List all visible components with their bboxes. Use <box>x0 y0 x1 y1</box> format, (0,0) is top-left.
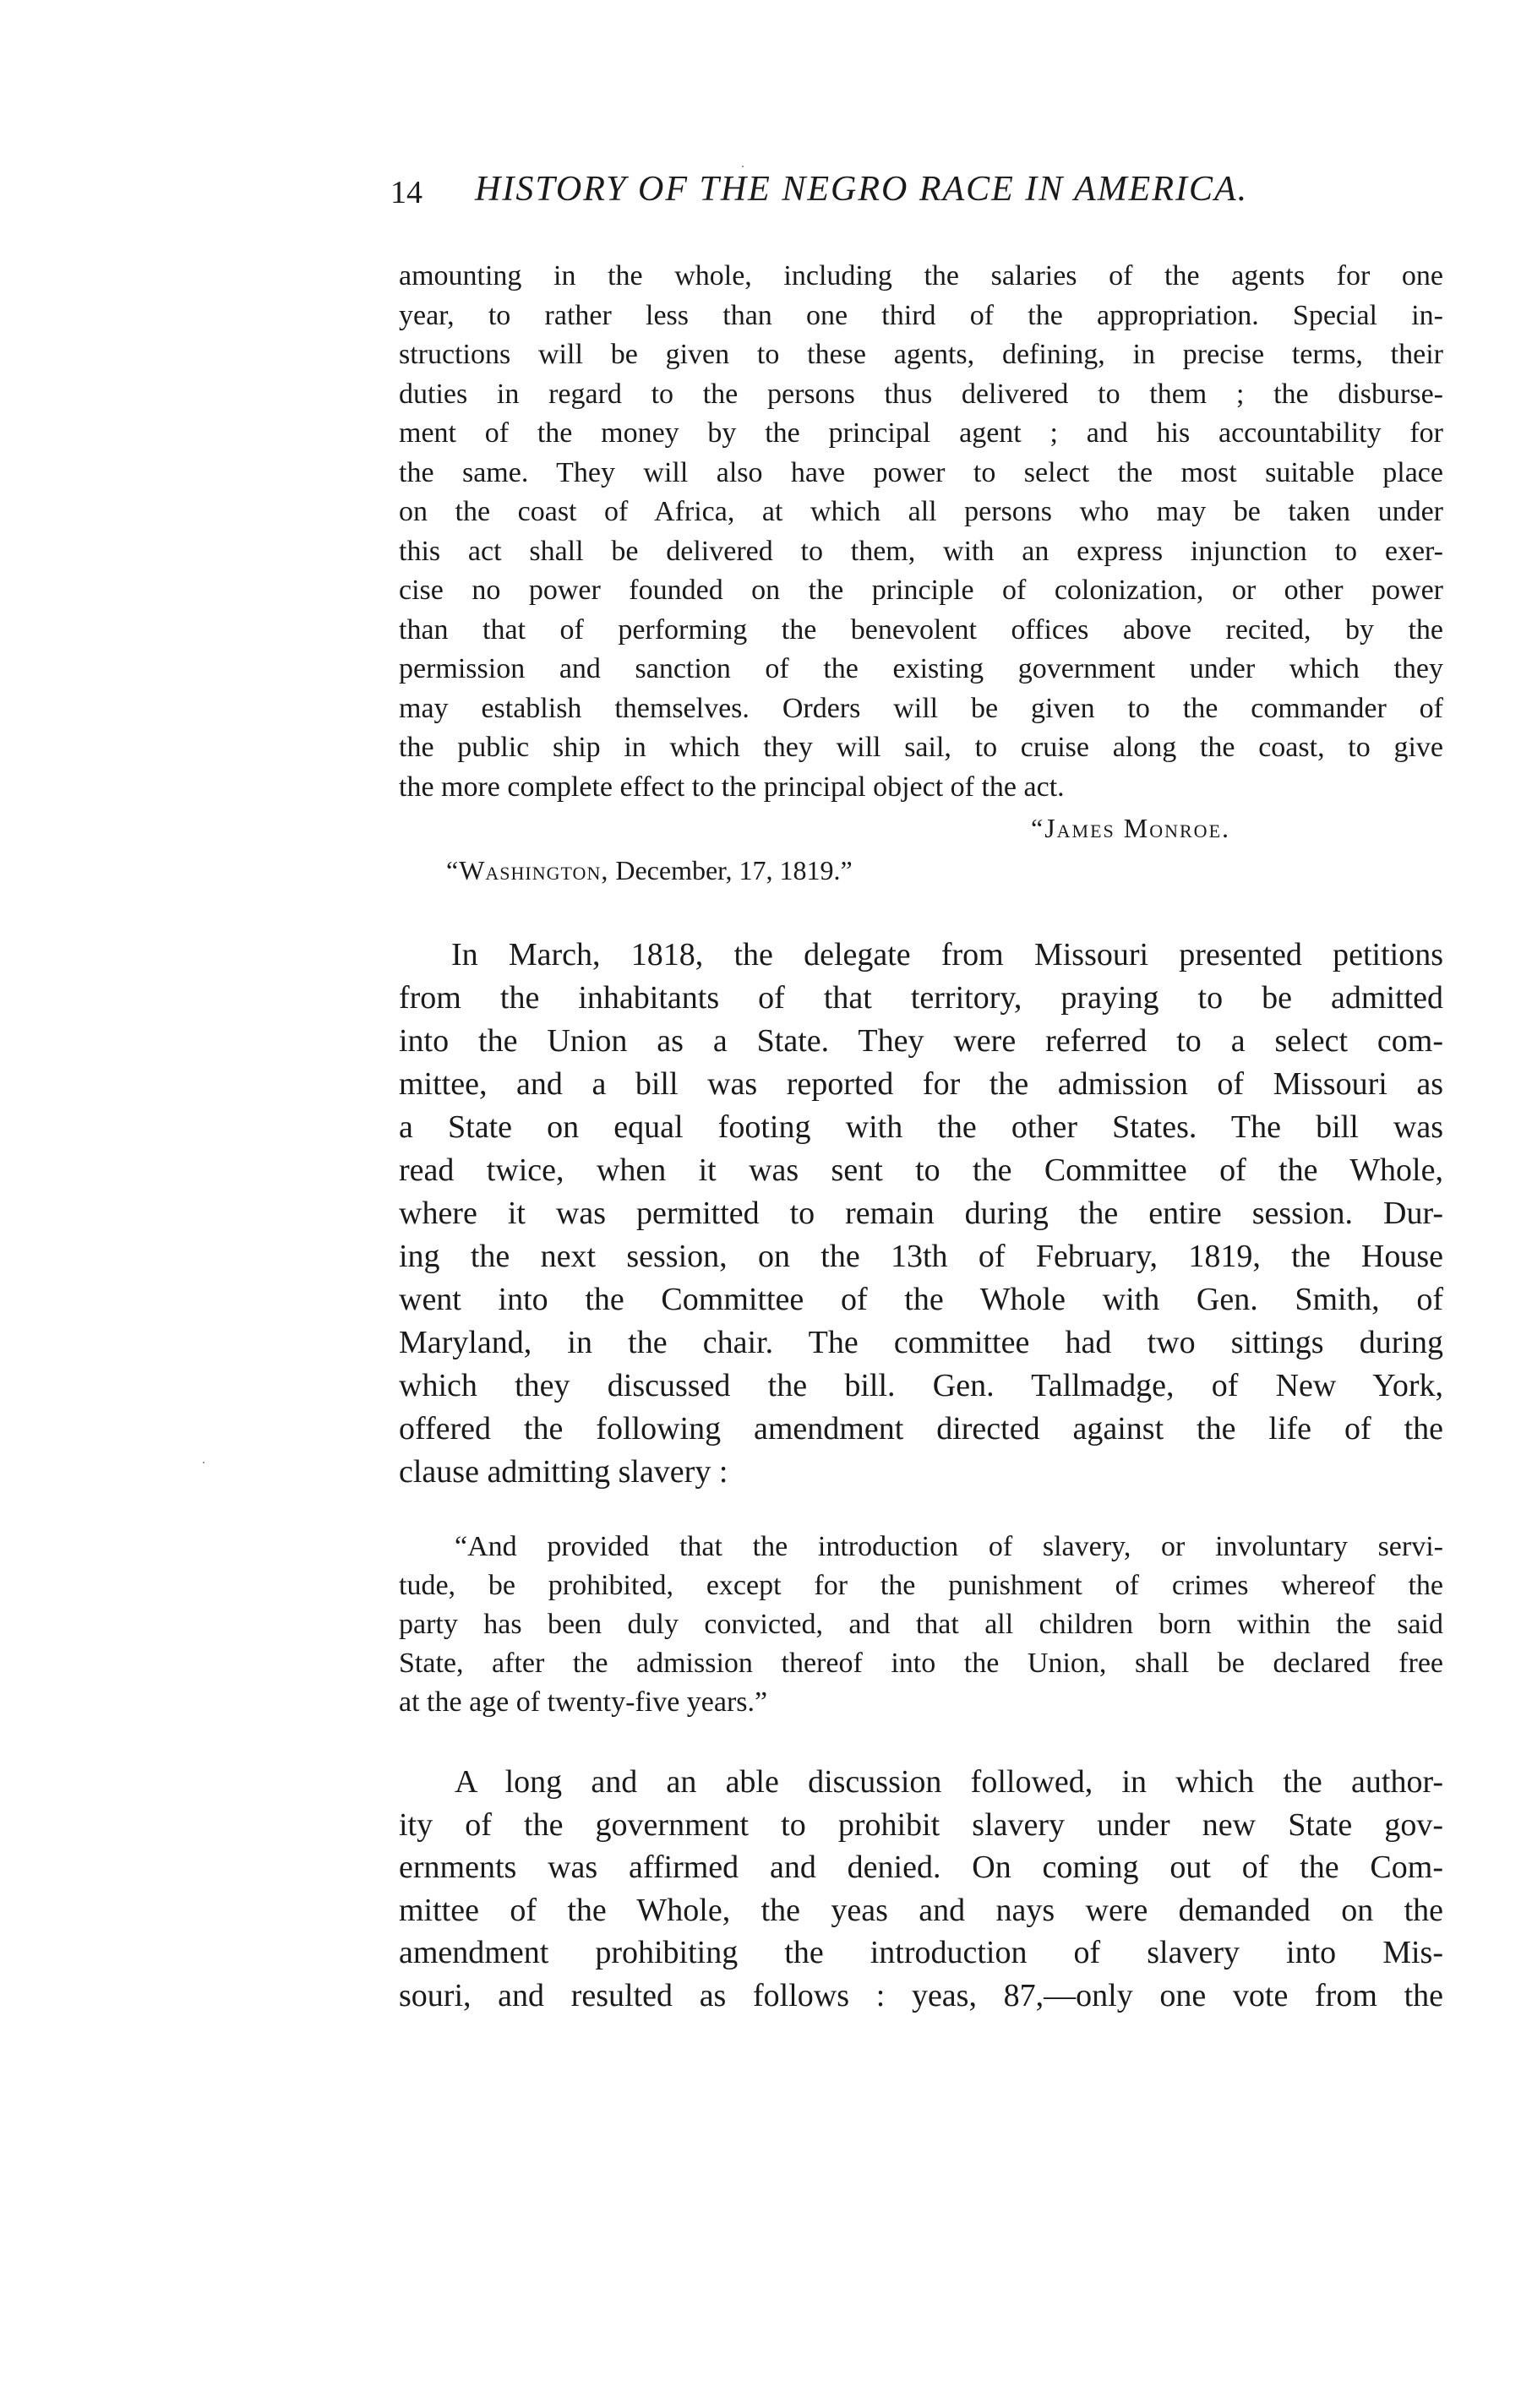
text-line: where it was permitted to remain during the entire session. Dur- <box>399 1196 1443 1231</box>
page-number: 14 <box>390 175 422 210</box>
text-line: which they discussed the bill. Gen. Tallmadge, of New York, <box>399 1368 1443 1403</box>
scan-speck <box>203 1462 204 1463</box>
text-line: than that of performing the benevolent offices above recited, by the <box>399 613 1443 646</box>
text-line: into the Union as a State. They were referred to a select com- <box>399 1023 1443 1059</box>
text-line: permission and sanction of the existing government under which they <box>399 653 1443 684</box>
amendment-quote <box>399 1528 1443 1722</box>
text-line: duties in regard to the persons thus delivered to them ; the disburse- <box>399 378 1443 410</box>
text-line: structions will be given to these agents, defining, in precise terms, their <box>399 339 1443 370</box>
text-line: offered the following amendment directed against the life of the <box>399 1411 1443 1446</box>
page-header <box>390 169 1455 220</box>
dateline-date: December, 17, 1819.” <box>608 855 853 885</box>
running-title: HISTORY OF THE NEGRO RACE IN AMERICA. <box>475 170 1249 209</box>
text-line: souri, and resulted as follows : yeas, 87,—only one vote from the <box>399 1977 1443 2013</box>
text-line: the same. They will also have power to select the most suitable place <box>399 456 1443 488</box>
text-line: party has been duly convicted, and that all children born within the said <box>399 1609 1443 1640</box>
text-line: at the age of twenty-five years.” <box>399 1686 768 1718</box>
text-line: A long and an able discussion followed, in which the author- <box>455 1764 1443 1800</box>
text-line: tude, be prohibited, except for the punishment of crimes whereof the <box>399 1570 1443 1601</box>
text-line: In March, 1818, the delegate from Missouri presented petitions <box>451 937 1443 972</box>
text-line: a State on equal footing with the other States. The bill was <box>399 1109 1443 1145</box>
paragraph-discussion <box>399 1761 1443 2017</box>
scan-speck <box>742 166 744 167</box>
text-line: the more complete effect to the principal object of the act. <box>399 771 1065 803</box>
text-line: mittee of the Whole, the yeas and nays were demanded on the <box>399 1892 1443 1928</box>
text-line: cise no power founded on the principle of colonization, or other power <box>399 575 1443 606</box>
text-line: year, to rather less than one third of the appropriation. Special in- <box>399 299 1443 331</box>
signature: “James Monroe. <box>1031 813 1231 843</box>
text-line: the public ship in which they will sail, to cruise along the coast, to give <box>399 732 1443 763</box>
text-line: ing the next session, on the 13th of February, 1819, the House <box>399 1239 1443 1274</box>
text-line: this act shall be delivered to them, with an express injunction to exer- <box>399 535 1443 567</box>
text-line: Maryland, in the chair. The committee had two sittings during <box>399 1325 1443 1360</box>
text-line: on the coast of Africa, at which all persons who may be taken under <box>399 496 1443 527</box>
text-line: ment of the money by the principal agent ; and his accountability for <box>399 417 1443 449</box>
text-line: ity of the government to prohibit slavery under new State gov- <box>399 1806 1443 1843</box>
text-line: went into the Committee of the Whole with Gen. Smith, of <box>399 1282 1443 1317</box>
text-line: mittee, and a bill was reported for the admission of Missouri as <box>399 1066 1443 1102</box>
text-line: “And provided that the introduction of slavery, or involuntary servi- <box>455 1531 1443 1562</box>
text-line: may establish themselves. Orders will be given to the commander of <box>399 692 1443 724</box>
text-line: amendment prohibiting the introduction of slavery into Mis- <box>399 1935 1443 1970</box>
text-line: from the inhabitants of that territory, praying to be admitted <box>399 980 1443 1016</box>
text-line: clause admitting slavery : <box>399 1454 728 1490</box>
text-line: read twice, when it was sent to the Committee of the Whole, <box>399 1152 1443 1188</box>
text-line: State, after the admission thereof into the Union, shall be declared free <box>399 1648 1443 1679</box>
text-line: amounting in the whole, including the salaries of the agents for one <box>399 260 1443 291</box>
dateline-place: “Washington, <box>446 855 609 885</box>
text-line: ernments was affirmed and denied. On coming out of the Com- <box>399 1850 1443 1885</box>
dateline <box>446 855 853 886</box>
paragraph-message-continuation <box>399 257 1443 807</box>
paragraph-missouri-petition <box>399 934 1443 1494</box>
